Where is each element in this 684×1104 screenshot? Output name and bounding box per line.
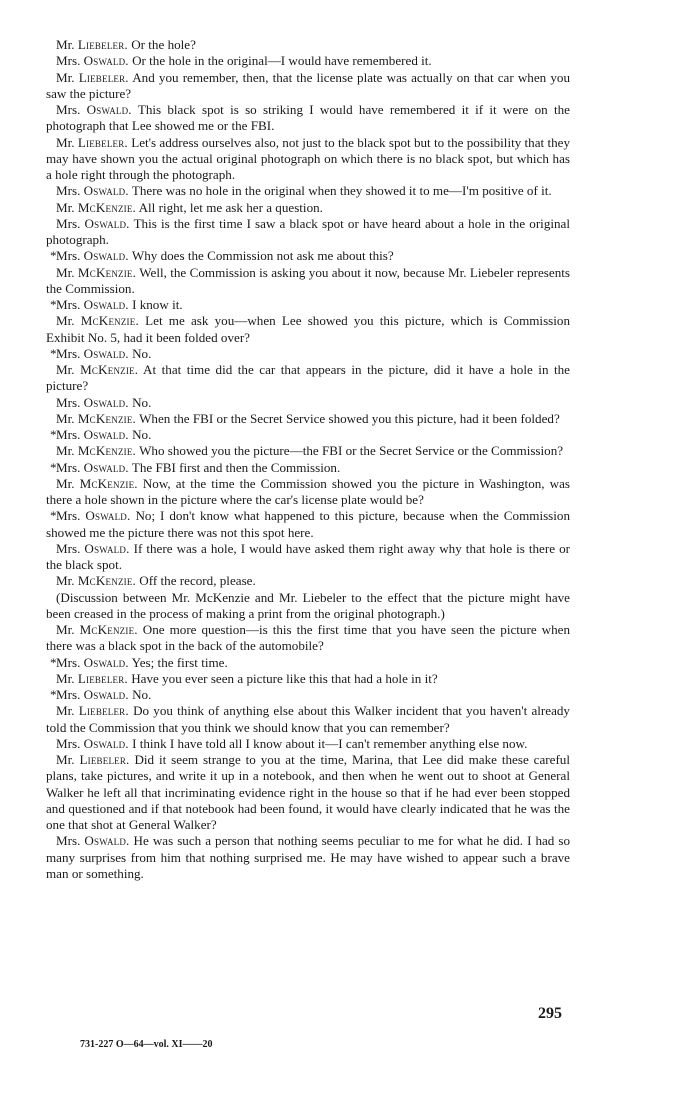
- asterisk-mark: *: [50, 345, 57, 361]
- asterisk-mark: *: [50, 297, 57, 312]
- testimony-paragraph: [46, 427, 570, 443]
- paragraph-text: Off the record, please.: [139, 573, 256, 589]
- paragraph-text: Have you ever seen a picture like this that had a hole in it?: [131, 670, 438, 686]
- speaker-title: Mrs.: [56, 394, 81, 410]
- editorial-note: [46, 590, 570, 623]
- paragraph-text: I know it.: [132, 297, 183, 312]
- testimony-paragraph: [46, 248, 570, 264]
- testimony-paragraph: [46, 622, 570, 655]
- speaker-name: Oswald.: [83, 735, 129, 751]
- speaker-name: McKenzie.: [77, 410, 137, 426]
- speaker-name: Liebeler.: [78, 703, 129, 719]
- speaker-title: Mr.: [56, 443, 75, 459]
- speaker-name: McKenzie.: [77, 443, 137, 459]
- speaker-name: Oswald.: [83, 297, 129, 312]
- paragraph-text: No; I don't know what happened to this picture, because when the Commission showed me the picture there was not this spot here.: [46, 508, 571, 540]
- speaker-title: Mrs.: [56, 53, 81, 69]
- speaker-title: Mrs.: [56, 508, 81, 524]
- speaker-name: Liebeler.: [79, 752, 130, 767]
- speaker-name: Oswald.: [83, 427, 129, 442]
- speaker-name: McKenzie.: [77, 264, 137, 280]
- speaker-title: Mrs.: [56, 735, 81, 751]
- speaker-title: Mr.: [56, 752, 75, 767]
- speaker-title: Mr.: [56, 703, 75, 719]
- testimony-paragraph: [46, 655, 570, 671]
- speaker-title: Mr.: [56, 199, 75, 215]
- testimony-paragraph: [46, 671, 570, 687]
- paragraph-text: When the FBI or the Secret Service showed you this picture, had it been folded?: [139, 410, 560, 426]
- speaker-title: Mr.: [56, 573, 75, 589]
- testimony-paragraph: [46, 53, 570, 69]
- speaker-name: McKenzie.: [77, 573, 137, 589]
- speaker-title: Mrs.: [56, 102, 81, 117]
- testimony-paragraph: [46, 443, 570, 459]
- speaker-name: McKenzie.: [80, 313, 139, 329]
- asterisk-mark: *: [50, 427, 57, 442]
- speaker-name: Oswald.: [83, 459, 129, 475]
- speaker-title: Mrs.: [56, 654, 81, 670]
- speaker-title: Mrs.: [56, 345, 81, 361]
- paragraph-text: Do you think of anything else about this Walker incident that you haven't already told the Commission that you think we should know that you can remember?: [46, 703, 570, 735]
- speaker-title: Mr.: [56, 670, 75, 686]
- speaker-title: Mrs.: [56, 833, 81, 849]
- testimony-paragraph: [46, 736, 570, 752]
- paragraph-text: This is the first time I saw a black spot or have heard about a hole in the original photograph.: [46, 215, 570, 247]
- paragraph-text: If there was a hole, I would have asked them right away why that hole is there or the black spot.: [46, 540, 570, 572]
- asterisk-mark: *: [50, 508, 57, 524]
- paragraph-text: At that time did the car that appears in the picture, did it have a hole in the picture?: [46, 362, 570, 394]
- testimony-paragraph: [46, 135, 570, 184]
- speaker-name: McKenzie.: [79, 475, 138, 491]
- testimony-paragraph: [46, 362, 570, 395]
- paragraph-text: No.: [132, 687, 152, 702]
- speaker-title: Mr.: [56, 134, 75, 150]
- speaker-name: Oswald.: [84, 540, 130, 556]
- speaker-name: Liebeler.: [77, 37, 128, 52]
- testimony-paragraph: [46, 313, 570, 346]
- testimony-paragraph: [46, 200, 570, 216]
- paragraph-text: There was no hole in the original when they showed it to me—I'm positive of it.: [131, 183, 552, 199]
- printer-code: 731-227 O—64—vol. XI——20: [80, 1039, 213, 1050]
- paragraph-text: No.: [132, 345, 152, 361]
- testimony-body: [46, 37, 570, 882]
- paragraph-text: Or the hole in the original—I would have remembered it.: [132, 53, 432, 69]
- testimony-paragraph: [46, 541, 570, 574]
- speaker-name: Oswald.: [83, 53, 129, 69]
- paragraph-text: Let me ask you—when Lee showed you this picture, which is Commission Exhibit No. 5, had it been folded over?: [46, 313, 570, 345]
- paragraph-text: One more question—is this the first time that you have seen the picture when there was a black spot in the back of the automobile?: [46, 622, 571, 654]
- testimony-paragraph: [46, 687, 570, 703]
- paragraph-text: All right, let me ask her a question.: [138, 199, 323, 215]
- paragraph-text: No.: [132, 394, 152, 410]
- testimony-paragraph: [46, 346, 570, 362]
- speaker-name: Oswald.: [83, 183, 129, 199]
- testimony-paragraph: [46, 833, 570, 882]
- paragraph-text: This black spot is so striking I would have remembered it if it were on the photograph that Lee showed me or the FBI.: [46, 102, 570, 134]
- paragraph-text: (Discussion between Mr. McKenzie and Mr. Liebeler to the effect that the picture might have been creased in the process of making a print from the original photograph.): [46, 589, 570, 621]
- speaker-title: Mrs.: [56, 687, 81, 702]
- testimony-paragraph: [46, 216, 570, 249]
- asterisk-mark: *: [50, 248, 57, 264]
- speaker-name: McKenzie.: [77, 199, 137, 215]
- speaker-title: Mrs.: [56, 215, 81, 231]
- speaker-name: Liebeler.: [77, 134, 128, 150]
- speaker-title: Mr.: [56, 362, 75, 377]
- speaker-name: McKenzie.: [79, 622, 138, 637]
- speaker-title: Mr.: [56, 410, 75, 426]
- paragraph-text: The FBI first and then the Commission.: [131, 459, 341, 475]
- speaker-name: McKenzie.: [80, 362, 139, 377]
- asterisk-mark: *: [50, 459, 57, 475]
- speaker-title: Mrs.: [56, 459, 81, 475]
- speaker-name: Oswald.: [83, 654, 129, 670]
- speaker-title: Mr.: [56, 264, 75, 280]
- testimony-paragraph: [46, 102, 570, 135]
- page-number: 295: [538, 1005, 562, 1022]
- speaker-name: Oswald.: [84, 215, 130, 231]
- paragraph-text: No.: [132, 427, 152, 442]
- paragraph-text: And you remember, then, that the license plate was actually on that car when you saw the picture?: [46, 69, 570, 101]
- testimony-paragraph: [46, 411, 570, 427]
- testimony-paragraph: [46, 183, 570, 199]
- speaker-name: Oswald.: [83, 248, 129, 264]
- paragraph-text: He was such a person that nothing seems peculiar to me for what he did. I had so many surprises from him that nothing surprised me. He may have wished to appear such a brave man or something.: [46, 833, 570, 881]
- speaker-name: Oswald.: [85, 508, 131, 524]
- testimony-paragraph: [46, 752, 570, 833]
- speaker-name: Oswald.: [86, 102, 132, 117]
- speaker-title: Mrs.: [56, 427, 81, 442]
- speaker-title: Mrs.: [56, 183, 81, 199]
- paragraph-text: Let's address ourselves also, not just to the black spot but to the possibility that they may have shown you the actual original photograph on which there is no black spot, but which has a hole right through the photograph.: [46, 134, 570, 182]
- testimony-paragraph: [46, 297, 570, 313]
- speaker-title: Mrs.: [56, 297, 81, 312]
- testimony-paragraph: [46, 37, 570, 53]
- testimony-paragraph: [46, 395, 570, 411]
- speaker-title: Mrs.: [56, 540, 81, 556]
- speaker-title: Mr.: [56, 37, 75, 52]
- speaker-title: Mr.: [56, 475, 75, 491]
- asterisk-mark: *: [50, 654, 57, 670]
- speaker-title: Mr.: [56, 313, 75, 329]
- speaker-name: Liebeler.: [78, 69, 129, 85]
- speaker-name: Liebeler.: [77, 670, 128, 686]
- testimony-paragraph: [46, 703, 570, 736]
- paragraph-text: Who showed you the picture—the FBI or the Secret Service or the Commission?: [139, 443, 564, 459]
- speaker-name: Oswald.: [83, 345, 129, 361]
- speaker-name: Oswald.: [83, 687, 129, 702]
- testimony-paragraph: [46, 508, 570, 541]
- paragraph-text: Yes; the first time.: [131, 654, 228, 670]
- paragraph-text: I think I have told all I know about it—I can't remember anything else now.: [132, 735, 528, 751]
- testimony-paragraph: [46, 265, 570, 298]
- testimony-paragraph: [46, 476, 570, 509]
- testimony-paragraph: [46, 460, 570, 476]
- paragraph-text: Did it seem strange to you at the time, Marina, that Lee did make these careful plans, take pictures, and write it up in a notebook, and then when he went out to shoot at General Walker he left all that incriminating evidence right in the house so that if he had ever been stopped and questioned and if that notebook had been found, it would have clearly indicated that he was the one that shot at General Walker?: [46, 752, 570, 832]
- speaker-title: Mr.: [56, 622, 75, 637]
- asterisk-mark: *: [50, 687, 57, 702]
- speaker-name: Oswald.: [83, 394, 129, 410]
- paragraph-text: Why does the Commission not ask me about this?: [131, 248, 394, 264]
- paragraph-text: Now, at the time the Commission showed you the picture in Washington, was there a hole shown in the picture where the car's license plate would be?: [46, 475, 570, 507]
- paragraph-text: Or the hole?: [131, 37, 196, 52]
- speaker-title: Mrs.: [56, 248, 81, 264]
- speaker-name: Oswald.: [84, 833, 130, 849]
- testimony-paragraph: [46, 70, 570, 103]
- paragraph-text: Well, the Commission is asking you about it now, because Mr. Liebeler represents the Commission.: [46, 264, 570, 296]
- testimony-paragraph: [46, 573, 570, 589]
- speaker-title: Mr.: [56, 69, 75, 85]
